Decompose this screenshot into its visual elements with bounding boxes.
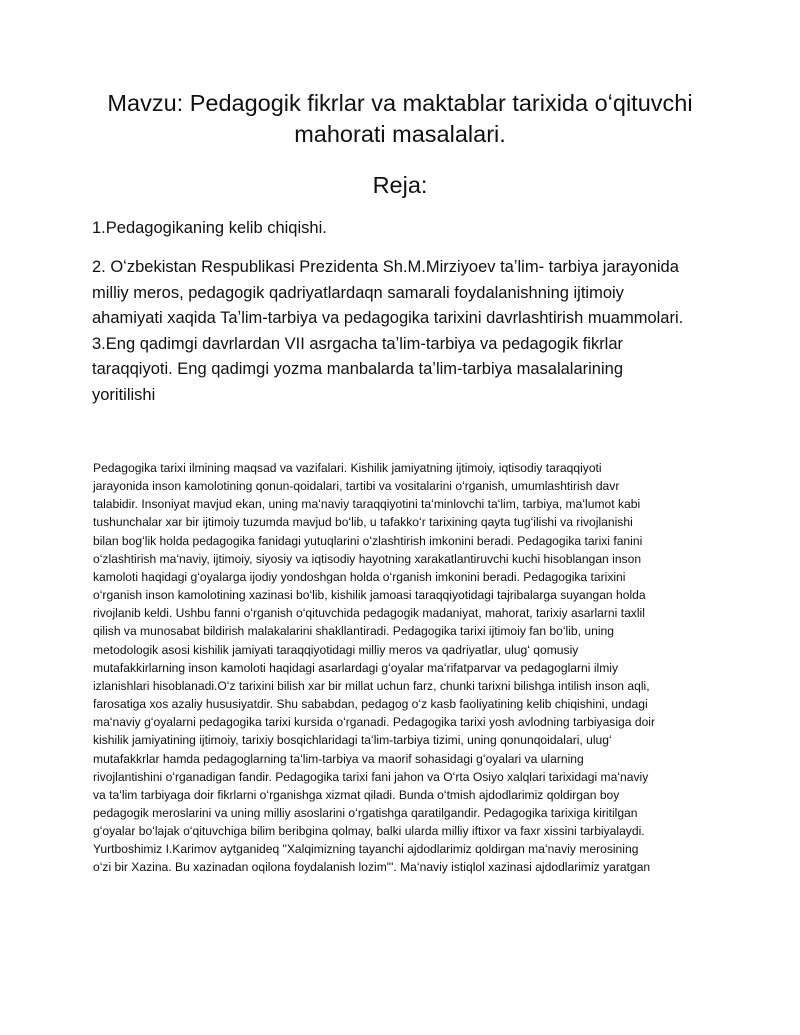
body-line: va taʻlim tarbiyaga doir fikrlarni oʻrganishga xizmat qiladi. Bunda oʻtmish ajdodlarimiz qoldirgan boy	[93, 787, 620, 802]
body-line: tushunchalar xar bir ijtimoiy tuzumda mavjud boʻlib, u tafakkoʻr tarixining qayta tugʻilishi va rivojlanishi	[93, 515, 633, 530]
body-line: oʻzlashtirish maʻnaviy, ijtimoiy, siyosiy va iqtisodiy hayotning xarakatlantiruvchi kuchi hisoblangan inson	[93, 551, 642, 566]
body-line: farosatiga xos azaliy hususiyatdir. Shu sababdan, pedagog oʻz kasb faoliyatining kelib chiqishini, undagi	[93, 697, 648, 712]
body-line: mutafakkirlarning inson kamoloti haqidagi asarlardagi gʻoyalar maʻrifatparvar va pedagoglarni ilmiy	[93, 660, 618, 675]
body-line: bilan bogʻlik holda pedagogika fanidagi yutuqlarini oʻzlashtirish imkonini beradi. Pedagogika tarixi fanini	[93, 533, 643, 548]
plan-line: 3.Eng qadimgi davrlardan VII asrgacha taʼlim-tarbiya va pedagogik fikrlar	[92, 334, 624, 353]
body-line: Pedagogika tarixi ilmining maqsad va vazifalari. Kishilik jamiyatning ijtimoiy, iqtisodiy taraqqiyoti	[93, 461, 602, 475]
body-line: kishilik jamiyatining ijtimoiy, tarixiy bosqichlaridagi taʻlim-tarbiya tizimi, uning qonunqoidalari, ulugʻ	[93, 733, 612, 748]
body-line: pedagogik meroslarini va uning milliy asoslarini oʻrgatishga qaratilgandir. Pedagogika tarixiga kiritilgan	[93, 805, 638, 820]
body-line: kamoloti haqidagi gʻoyalarga ijodiy yondoshgan holda oʻrganish imkonini beradi. Pedagogika tarixini	[93, 569, 626, 584]
body-line: metodologik asosi kishilik jamiyati taraqqiyotidagi milliy meros va qadriyatlar, ulugʻ qomusiy	[93, 642, 579, 657]
body-line: mutafakkrlar hamda pedagoglarning taʻlim-tarbiya va maorif sohasidagi gʻoyalari va ularning	[93, 751, 584, 766]
body-line: gʻoyalar boʻlajak oʻqituvchiga bilim beribgina qolmay, balki ularda milliy iftixor va faxr xissini tarbiyalaydi.	[93, 824, 645, 839]
plan-line: yoritilishi	[92, 385, 156, 404]
body-line: maʻnaviy gʻoyalarni pedagogika tarixi kursida oʻrganadi. Pedagogika tarixi yosh avlodning tarbiyasiga doir	[93, 715, 656, 730]
body-line: jarayonida inson kamolotining qonun-qoidalari, tartibi va vositalarini oʻrganish, umumlashtirish davr	[93, 479, 620, 494]
body-line: Yurtboshimiz I.Karimov aytganideq "Xalqimizning tayanchi ajdodlarimiz qoldirgan maʻnaviy merosining	[93, 842, 639, 857]
document-title	[92, 88, 708, 150]
body-line: rivojlantishini oʻrganadigan fandir. Pedagogika tarixi fani jahon va Oʻrta Osiyo xalqlari tarixidagi maʻnaviy	[93, 769, 649, 784]
body-line: oʻzi bir Xazina. Bu xazinadan oqilona foydalanish lozim"'. Maʻnaviy istiqlol xazinasi ajdodlarimiz yaratgan	[93, 860, 651, 875]
plan-item-1: 1.Pedagogikaning kelib chiqishi.	[92, 219, 327, 237]
plan-line: milliy meros, pedagogik qadriyatlardaqn samarali foydalanishning ijtimoiy	[92, 283, 624, 302]
plan-line: taraqqiyoti. Eng qadimgi yozma manbalarda taʼlim-tarbiya masalalarining	[92, 360, 624, 378]
body-line: oʻrganish inson kamolotining xazinasi boʻlib, kishilik jamoasi taraqqiyotidagi tajribalarga suyangan holda	[93, 588, 646, 603]
title-line: mahorati masalalari.	[294, 121, 506, 147]
body-line: talabidir. Insoniyat mavjud ekan, uning maʻnaviy taraqqiyotini taʻminlovchi taʻlim, tarbiya, maʻlumot kabi	[93, 497, 641, 512]
title-line: Mavzu: Pedagogik fikrlar va maktablar tarixida oʻqituvchi	[107, 90, 693, 116]
body-line: rivojlanib keldi. Ushbu fanni oʻrganish oʻqituvchida pedagogik madaniyat, mahorat, tarixiy asarlarni taxlil	[93, 606, 645, 621]
plan-line: ahamiyati xaqida Taʼlim-tarbiya va pedagogika tarixini davrlashtirish muammolari.	[92, 309, 684, 327]
plan-item-2	[92, 255, 712, 408]
body-line: qilish va munosabat bildirish malakalarini shakllantiradi. Pedagogika tarixi ijtimoiy fan boʻlib, uning	[93, 624, 614, 639]
body-paragraph	[93, 459, 713, 877]
body-line: izlanishlari hisoblanadi.Oʻz tarixini bilish xar bir millat uchun farz, chunki tarixni bilishga intilish inson aqli,	[93, 678, 650, 693]
plan-line: 2. Oʻzbekistan Respublikasi Prezidenta Sh.M.Mirziyoev taʼlim- tarbiya jarayonida	[92, 258, 679, 276]
plan-heading: Reja:	[372, 172, 428, 198]
